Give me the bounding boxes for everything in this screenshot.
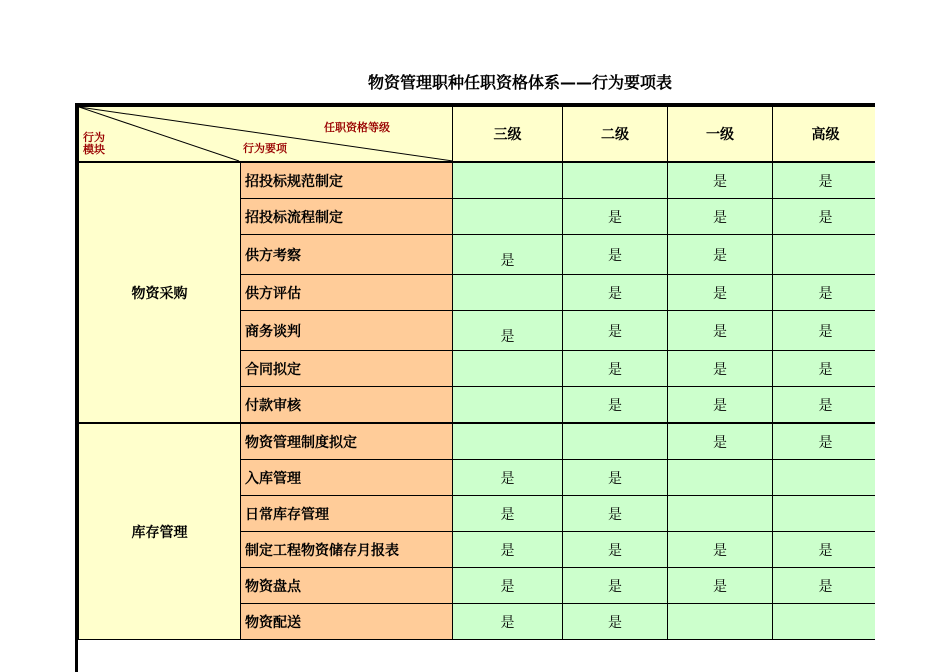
qualification-table-sheet — [75, 103, 875, 672]
level-mark-cell: 是 — [773, 568, 876, 604]
level-mark-cell — [773, 460, 876, 496]
table-row — [79, 423, 876, 460]
behavior-item-cell: 入库管理 — [241, 460, 453, 496]
level-mark-cell: 是 — [563, 496, 668, 532]
level-mark-cell — [453, 351, 563, 387]
level-mark-cell: 是 — [563, 532, 668, 568]
level-mark-cell — [453, 387, 563, 424]
level-header-2: 二级 — [563, 107, 668, 163]
level-mark-cell — [773, 496, 876, 532]
level-mark-cell: 是 — [453, 496, 563, 532]
behavior-item-cell: 商务谈判 — [241, 311, 453, 351]
level-mark-cell: 是 — [563, 199, 668, 235]
level-mark-cell — [773, 235, 876, 275]
corner-item-label: 行为要项 — [243, 142, 287, 155]
header-corner-cell — [79, 107, 453, 163]
level-mark-cell — [668, 460, 773, 496]
level-header-1: 一级 — [668, 107, 773, 163]
level-mark-cell: 是 — [453, 532, 563, 568]
table-row — [79, 162, 876, 199]
level-mark-cell: 是 — [773, 311, 876, 351]
level-mark-cell — [453, 275, 563, 311]
level-mark-cell: 是 — [563, 568, 668, 604]
behavior-item-cell: 物资配送 — [241, 604, 453, 640]
level-mark-cell: 是 — [668, 387, 773, 424]
level-mark-cell: 是 — [668, 235, 773, 275]
behavior-item-cell: 合同拟定 — [241, 351, 453, 387]
level-mark-cell — [563, 162, 668, 199]
level-mark-cell: 是 — [773, 387, 876, 424]
level-mark-cell: 是 — [773, 199, 876, 235]
level-mark-cell: 是 — [668, 275, 773, 311]
behavior-item-cell: 供方评估 — [241, 275, 453, 311]
level-mark-cell: 是 — [453, 311, 563, 351]
module-cell: 库存管理 — [79, 423, 241, 640]
behavior-item-cell: 物资盘点 — [241, 568, 453, 604]
level-mark-cell — [453, 423, 563, 460]
level-mark-cell: 是 — [773, 532, 876, 568]
level-mark-cell: 是 — [668, 423, 773, 460]
level-mark-cell: 是 — [668, 351, 773, 387]
level-mark-cell: 是 — [563, 604, 668, 640]
level-mark-cell: 是 — [773, 275, 876, 311]
level-mark-cell: 是 — [563, 235, 668, 275]
corner-module-label: 行为 模块 — [83, 131, 105, 156]
level-mark-cell: 是 — [668, 311, 773, 351]
level-mark-cell: 是 — [668, 568, 773, 604]
level-mark-cell — [453, 199, 563, 235]
level-header-senior: 高级 — [773, 107, 876, 163]
level-mark-cell: 是 — [453, 604, 563, 640]
level-mark-cell: 是 — [668, 162, 773, 199]
level-mark-cell — [563, 423, 668, 460]
level-mark-cell: 是 — [563, 275, 668, 311]
level-mark-cell: 是 — [773, 423, 876, 460]
level-mark-cell: 是 — [773, 351, 876, 387]
corner-level-label: 任职资格等级 — [324, 121, 390, 134]
behavior-item-cell: 供方考察 — [241, 235, 453, 275]
behavior-item-cell: 制定工程物资储存月报表 — [241, 532, 453, 568]
page-title: 物资管理职种任职资格体系——行为要项表 — [367, 73, 672, 92]
level-mark-cell: 是 — [453, 568, 563, 604]
level-mark-cell — [668, 496, 773, 532]
level-mark-cell — [773, 604, 876, 640]
level-mark-cell: 是 — [563, 460, 668, 496]
behavior-item-cell: 招投标流程制定 — [241, 199, 453, 235]
level-mark-cell — [453, 162, 563, 199]
level-mark-cell: 是 — [453, 460, 563, 496]
level-mark-cell — [668, 604, 773, 640]
level-mark-cell: 是 — [773, 162, 876, 199]
level-mark-cell: 是 — [668, 199, 773, 235]
level-mark-cell: 是 — [563, 387, 668, 424]
level-mark-cell: 是 — [563, 351, 668, 387]
behavior-table — [78, 106, 875, 640]
level-mark-cell: 是 — [668, 532, 773, 568]
behavior-item-cell: 物资管理制度拟定 — [241, 423, 453, 460]
header-row — [79, 107, 876, 163]
behavior-item-cell: 付款审核 — [241, 387, 453, 424]
behavior-item-cell: 招投标规范制定 — [241, 162, 453, 199]
behavior-item-cell: 日常库存管理 — [241, 496, 453, 532]
level-mark-cell: 是 — [563, 311, 668, 351]
level-mark-cell: 是 — [453, 235, 563, 275]
level-header-3: 三级 — [453, 107, 563, 163]
module-cell: 物资采购 — [79, 162, 241, 423]
